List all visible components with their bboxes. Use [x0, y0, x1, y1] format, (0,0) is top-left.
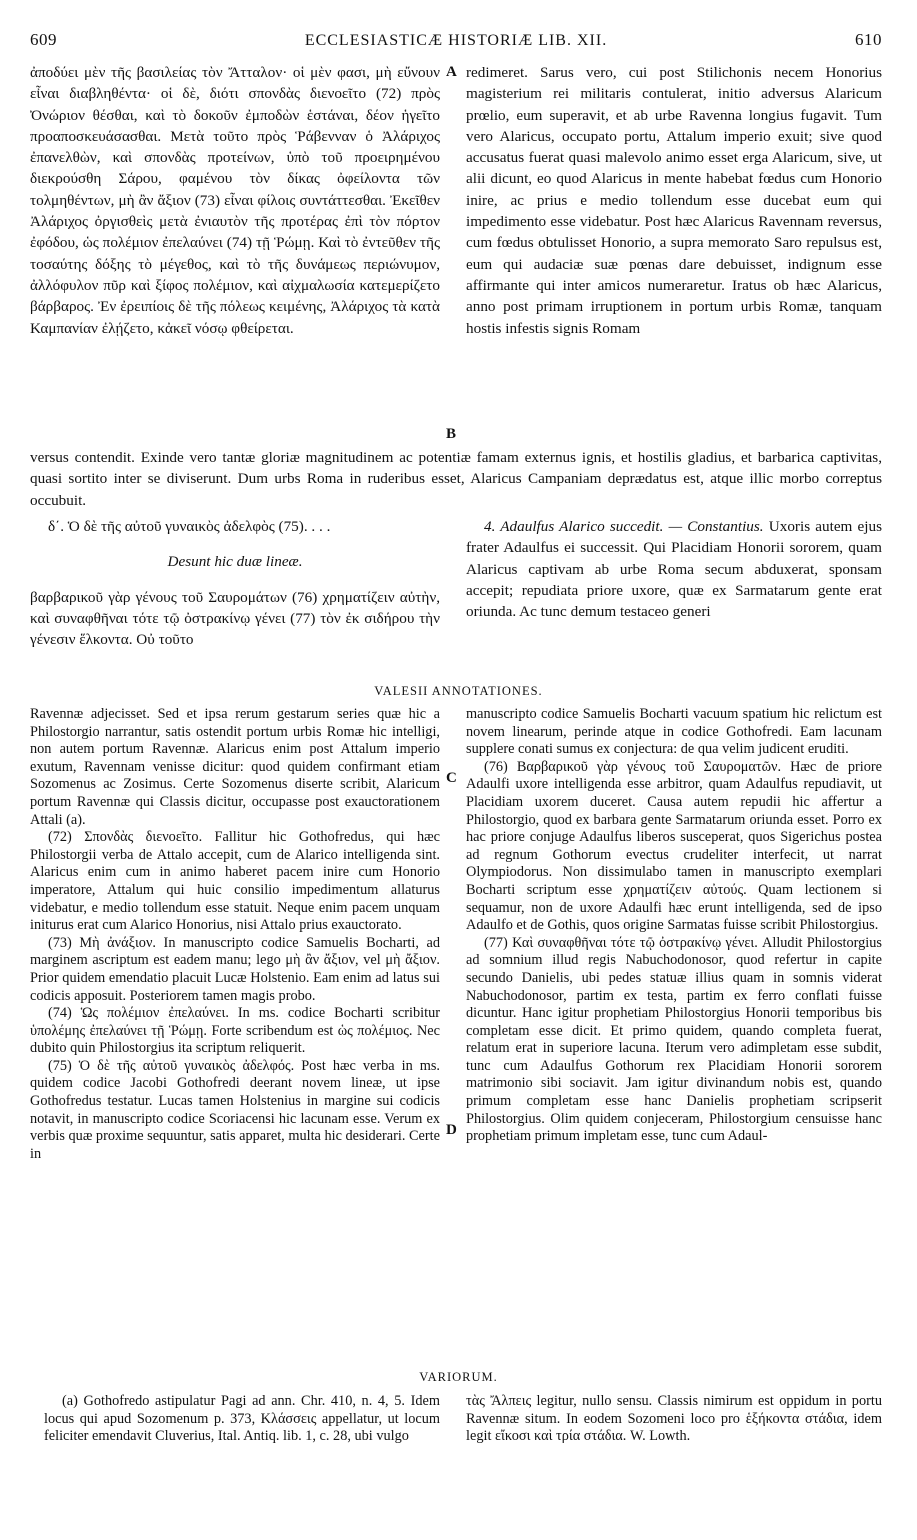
annotation-73: (73) Μὴ ἀνάξιον. In manuscripto codice Samuelis Bocharti, ad marginem ascriptum est eadem manu; lego μὴ ἂν ἄξιον, vel μὴ ἄξιον. Prior quidem emendatio placuit Lucæ Holstenio. Eam enim ad latus sui codicis apposuit. Posteriorem tamen magis probo. [30, 934, 440, 1004]
running-header [30, 30, 882, 52]
margin-marker-b: B [446, 426, 457, 442]
annotations-right-column [466, 706, 882, 1362]
greek-text-lower: βαρβαρικοῦ γὰρ γένους τοῦ Σαυρομάτων (76) χρηματίζειν αὐτὴν, καὶ συναφθῆναι τότε τῷ ὀστρακίνῳ γένει (77) τὸν ἐκ σιδήρου τὴν γένεσιν ἕλκοντα. Οὐ τοῦτο [30, 588, 440, 649]
latin-column-upper [466, 62, 882, 432]
annotation-74: (74) Ὡς πολέμιον ἐπελαύνει. In ms. codice Bocharti scribitur ὑπολέμης ἐπελαύνει τῇ Ῥώμῃ. Forte scribendum est ὡς πολέμιος. Nec dubito quin Philostorgius ita scriptum reliquerit. [30, 1005, 440, 1057]
latin-full-width [30, 447, 882, 513]
page-number-right: 610 [855, 30, 882, 49]
latin-text-upper: redimeret. Sarus vero, cui post Stilichonis necem Honorius magisterium rei militaris contulerat, initio adversus Alaricum prœlio, eum superavit, et ab urbe Ravenna longius fugavit. Tum vero Alaricus, occupato portu, Attalum imperio exuit; sive quod accusatus fuerat quasi malevolo animo esset erga Alaricum, sive, ut alii dicunt, eo quod Alaricus in mente habebat fœdus cum Honorio inire, ac prius e medio tollendum esse ducebat eum qui impedimento esse videbatur. Post hæc Alaricus Ravennam reversus, cum fœdus obtulisset Honorio, a supra memorato Saro repulsus est, eum qui audaciæ suæ pœnas dare debuisset, indignum esse affirmante qui inter amicos numeraretur. Iratus ob hæc Alaricus, anno post primam irruptionem in portum urbis Romæ, tanquam hostis infestis signis Romam [466, 64, 882, 337]
annotations-header: VALESII ANNOTATIONES. [374, 684, 543, 698]
variorum-header: VARIORUM. [419, 1370, 498, 1384]
latin-column-lower [466, 516, 882, 676]
latin-text-continuation: versus contendit. Exinde vero tantæ gloriæ magnitudinem ac potentiæ famam externus ignis, et hostilis gladius, et barbarica captivitas, quasi sortito inter se diviserunt. Dum urbs Roma in ruderibus esset, Alaricus Campaniam deprædatus est, atque illic morbo correptus occubuit. [30, 449, 882, 509]
page-number-left: 609 [30, 30, 57, 49]
margin-marker-a: A [446, 64, 457, 80]
greek-column-lower [30, 516, 440, 676]
annotation-75: (75) Ὁ δὲ τῆς αὐτοῦ γυναικὸς ἀδελφός. Post hæc verba in ms. quidem codice Jacobi Gothofredi deerant novem lineæ, ut ipse Gothofredus testatur. Lucas tamen Holstenius in margine sui codicis notavit, in manuscripto codice Scoriacensi hic lacunam esse. Verum ex verbis quæ proxime sequuntur, satis apparet, multa hic desiderari. Certe in [30, 1057, 440, 1162]
margin-marker-d: D [446, 1122, 457, 1138]
greek-chapter-start: δ΄. Ὁ δὲ τῆς αὐτοῦ γυναικὸς ἀδελφὸς (75). . . . [48, 518, 331, 535]
latin-text-lower: Uxoris autem ejus frater Adaulfus ei successit. Qui Placidiam Honorii sororem, quam Alaricus captivam ab urbe Roma secum abduxerat, sponsam accepit; repudiata priore uxore, quæ ex Sarmatarum gente erat oriunda. Ac tunc demum testaceo generi [466, 518, 882, 621]
annotations-left-column [30, 706, 440, 1362]
annotation-77: (77) Καὶ συναφθῆναι τότε τῷ ὀστρακίνῳ γένει. Alludit Philostorgius ad somnium illud regis Nabuchodonosor, quod refertur in capite secundo Danielis, ubi pedes statuæ illius quam in somnis viderat Nabuchodonosor, partim ex testa, partim ex ferro conflati fuisse dicuntur. Hanc igitur prophetiam Philostorgius Honorii temporibus bis completam esse dicit. Et primo quidem, quando completa fuerat, relatum erat in superiore lacuna. Iterum vero adimpletam esse subdit, tunc cum Adaulfus Gothorum rex Placidiam Honorii sororem matrimonio sibi sociavit. Jam igitur divinandum nobis est, quando primum completam esse hanc Danielis prophetiam scripserit Philostorgius. Olim quidem conjeceram, Philostorgium censuisse hanc prophetiam primum impletam esse, tunc cum Adaul- [466, 934, 882, 1145]
margin-marker-c: C [446, 770, 457, 786]
annotation-76: (76) Βαρβαρικοῦ γὰρ γένους τοῦ Σαυροματῶν. Hæc de priore Adaulfi uxore intelligenda esse arbitror, quam Adaulfus repudiavit, ut Placidiam uxorem duceret. Causa autem repudii hic affertur a Philostorgio, quod ex barbara gente Sarmatarum oriunda esset. Porro ex hac priore conjuge Adaulfus liberos susceperat, quos Sigerichus postea ad regnum Gothorum evectus crudeliter interfecit, ut narrat Olympiodorus. Non dissimulabo tamen in manuscripto exemplari Bocharti scriptum esse χρηματίζειν αὐτούς. Quam lectionem si sequamur, non de uxore Adaulfi hæc erunt intelligenda, sed de ipso Adaulfo et de Gothis, quos origine Sarmatas fuisse scribit Philostorgius. [466, 758, 882, 934]
variorum-left-column [44, 1393, 440, 1473]
lacuna-note: Desunt hic duæ lineæ. [167, 553, 303, 571]
annotation-paragraph: Ravennæ adjecisset. Sed et ipsa rerum gestarum series quæ hic a Philostorgio narrantur, satis ostendit portum urbis Romæ hic intelligi, non autem portum Ravennæ. Alaricus enim post Attalum imperio exutum, Ravennam venisse dicitur: quod quidem confirmant etiam Sozomenus ac Zosimus. Certe Sozomenus diserte scribit, Alaricum portum Ravennæ qui Classis dicitur, occupasse post exauctorationem Attali (a). [30, 706, 440, 828]
greek-text-upper: ἀποδύει μὲν τῆς βασιλείας τὸν Ἄτταλον· οἱ μὲν φασι, μὴ εὔνουν εἶναι διαβληθέντα· οἱ δὲ, διότι σπονδὰς διενοεῖτο (72) πρὸς Ὀνώριον θέσθαι, καὶ τὸ δοκοῦν ἐμποδὼν ἑστάναι, δέον ἡγεῖτο προαποσκευάσασθαι. Μετὰ τοῦτο πρὸς Ῥάβενναν ὁ Ἀλάριχος ἐπανελθὼν, καὶ σπονδὰς προτείνων, ὑπὸ τοῦ προειρημένου διεκρούσθη Σάρου, φαμένου τὸν δίκας ὀφείλοντα τῶν τολμηθέντων, μὴ ἂν ἄξιον (73) εἶναι φίλοις συντάττεσθαι. Ἐκεῖθεν Ἀλάριχος ὀργισθεὶς μετὰ ἐνιαυτὸν τῆς προτέρας ἐπὶ τὸν πόρτον ἐφόδου, ὡς πολέμιον ἐπελαύνει (74) τῇ Ῥώμῃ. Καὶ τὸ ἐντεῦθεν τῆς τοσαύτης δόξης τὸ μέγεθος, καὶ τὸ τῆς δυνάμεως περιώνυμον, ἀλλόφυλον πῦρ καὶ ξίφος πολέμιον, καὶ αἰχμαλωσία κατεμερίζετο βάρβαρος. Ἐν ἐρειπίοις δὲ τῆς πόλεως κειμένης, Ἀλάριχος τὰ κατὰ Καμπανίαν ἐλῄζετο, κἀκεῖ νόσῳ φθείρεται. [30, 64, 440, 337]
chapter-heading: 4. Adaulfus Alarico succedit. — Constantius. [484, 518, 764, 535]
annotation-paragraph-continued: manuscripto codice Samuelis Bocharti vacuum spatium hic relictum est novem linearum, perinde atque in codice Gothofredi. Eam lacunam supplere conati sumus ex conjectura: de qua velim judicent eruditi. [466, 706, 882, 758]
annotation-72: (72) Σπονδὰς διενοεῖτο. Fallitur hic Gothofredus, qui hæc Philostorgii verba de Attalo accepit, cum de Alarico intelligenda sint. Alaricus enim cum in animo haberet pacem inire cum Honorio imperatore, Attalum qui huic consilio impedimentum allaturus videbatur, e medio tollendum esse statuit. Neque enim pacem unquam initurus erat cum Alarico Honorius, nisi Attalo prius exauctorato. [30, 829, 440, 934]
greek-column-upper [30, 62, 440, 432]
variorum-note-a-continued: τὰς Ἄλπεις legitur, nullo sensu. Classis nimirum est oppidum in portu Ravennæ situm. In eodem Sozomeni loco pro ἑξήκοντα στάδια, idem legit εἴκοσι καὶ τρία στάδια. W. Lowth. [466, 1393, 882, 1445]
running-title: ECCLESIASTICÆ HISTORIÆ LIB. XII. [304, 32, 608, 49]
variorum-right-column [466, 1393, 882, 1473]
variorum-note-a: (a) Gothofredo astipulatur Pagi ad ann. Chr. 410, n. 4, 5. Idem locus qui apud Sozomenum p. 373, Κλάσσεις appellatur, ut locum feliciter emendavit Cluverius, Ital. Antiq. lib. 1, c. 28, ubi vulgo [44, 1393, 440, 1445]
